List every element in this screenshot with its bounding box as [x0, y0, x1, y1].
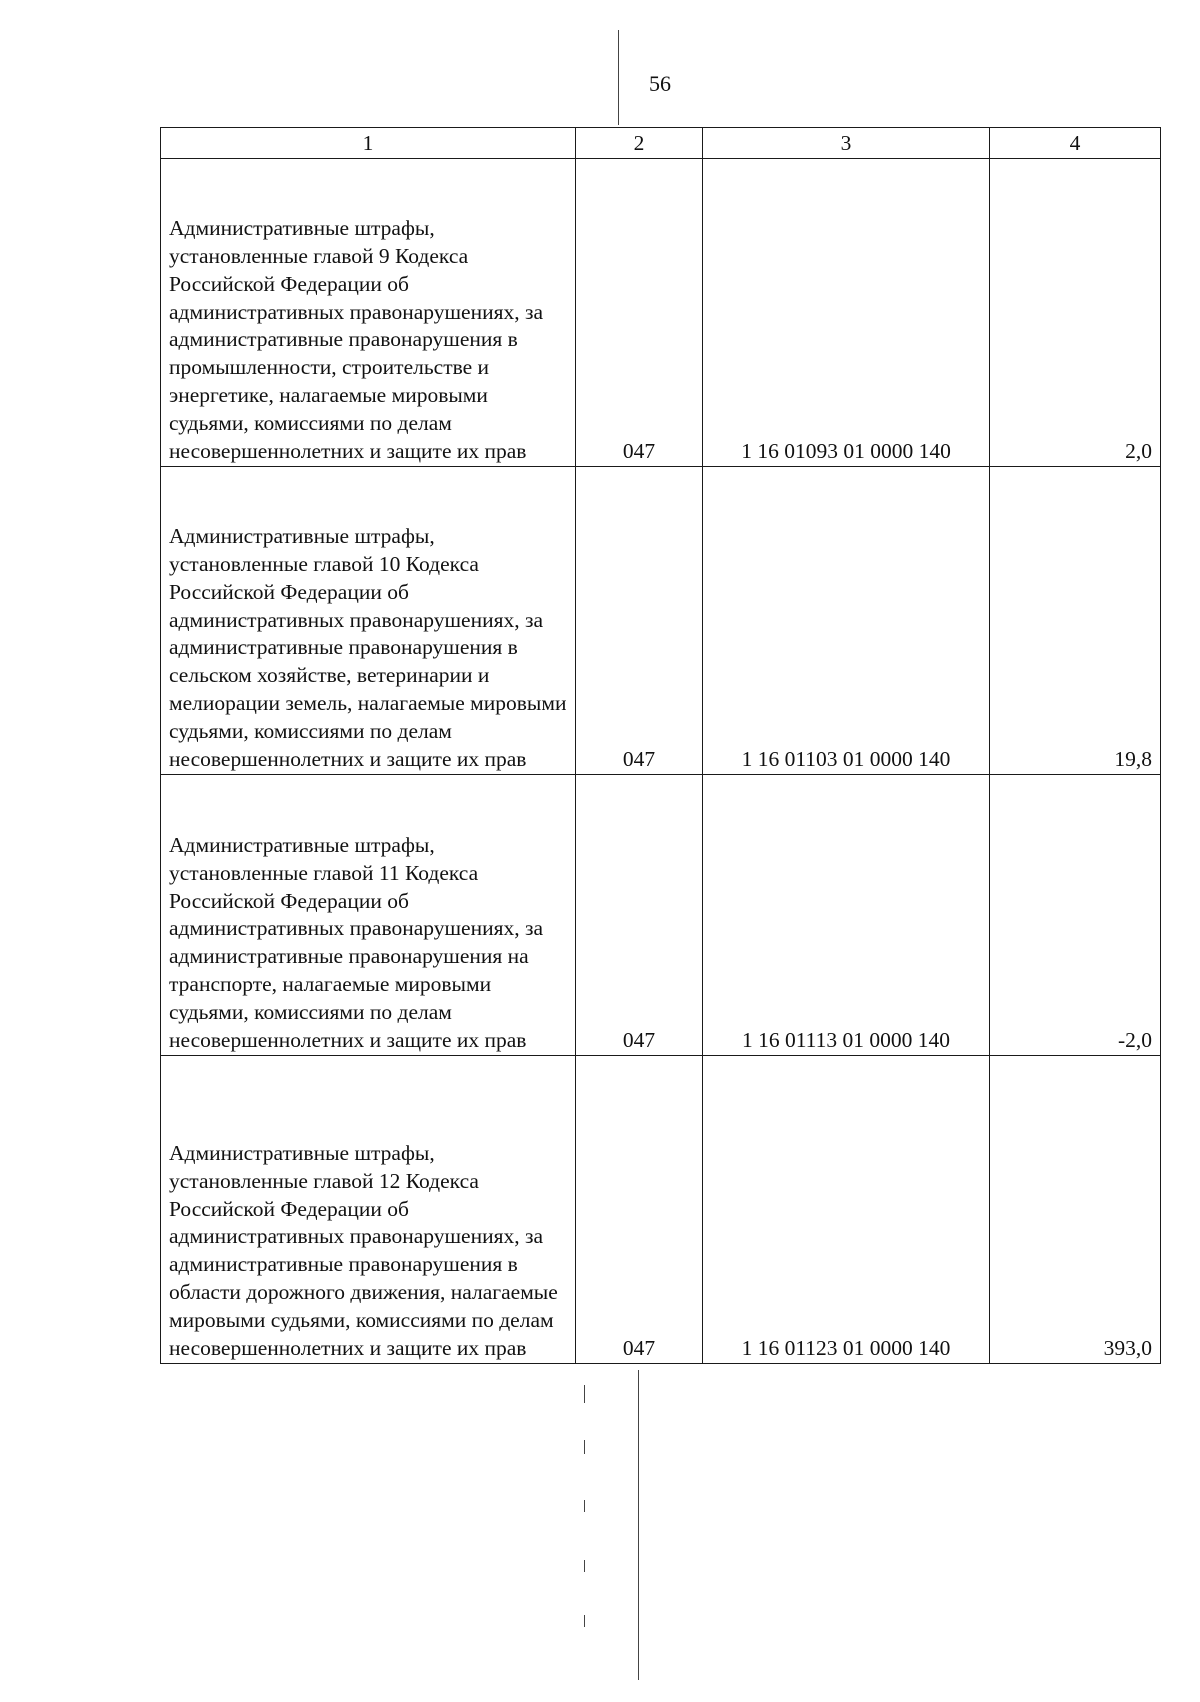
table-row — [161, 1056, 1161, 1364]
table-row — [161, 159, 1161, 467]
row-amount: -2,0 — [990, 775, 1161, 1056]
scan-artifact-line — [618, 30, 619, 125]
scan-artifact-line — [584, 1560, 585, 1572]
row-admin-code: 047 — [576, 1056, 703, 1364]
row-description: Административные штрафы, установленные главой 10 Кодекса Российской Федерации об административных правонарушениях, за административные правонарушения в сельском хозяйстве, ветеринарии и мелиорации земель, налагаемые мировыми судьями, комиссиями по делам несовершеннолетних и защите их прав — [161, 467, 576, 775]
scan-artifact-line — [584, 1500, 585, 1512]
scan-artifact-line — [584, 1385, 585, 1403]
row-description: Административные штрафы, установленные главой 9 Кодекса Российской Федерации об административных правонарушениях, за административные правонарушения в промышленности, строительстве и энергетике, налагаемые мировыми судьями, комиссиями по делам несовершеннолетних и защите их прав — [161, 159, 576, 467]
column-header-1: 1 — [161, 128, 576, 159]
row-admin-code: 047 — [576, 159, 703, 467]
revenue-table — [160, 127, 1161, 1364]
column-header-3: 3 — [703, 128, 990, 159]
row-description: Административные штрафы, установленные главой 11 Кодекса Российской Федерации об административных правонарушениях, за административные правонарушения на транспорте, налагаемые мировыми судьями, комиссиями по делам несовершеннолетних и защите их прав — [161, 775, 576, 1056]
row-amount: 2,0 — [990, 159, 1161, 467]
scan-artifact-line — [584, 1440, 585, 1454]
row-admin-code: 047 — [576, 775, 703, 1056]
row-budget-code: 1 16 01093 01 0000 140 — [703, 159, 990, 467]
column-header-4: 4 — [990, 128, 1161, 159]
row-budget-code: 1 16 01103 01 0000 140 — [703, 467, 990, 775]
table-header-row — [161, 128, 1161, 159]
row-budget-code: 1 16 01123 01 0000 140 — [703, 1056, 990, 1364]
row-amount: 393,0 — [990, 1056, 1161, 1364]
page-number: 56 — [649, 71, 671, 96]
table-row — [161, 775, 1161, 1056]
column-header-2: 2 — [576, 128, 703, 159]
row-budget-code: 1 16 01113 01 0000 140 — [703, 775, 990, 1056]
scan-artifact-line — [638, 1370, 639, 1680]
row-description: Административные штрафы, установленные главой 12 Кодекса Российской Федерации об административных правонарушениях, за административные правонарушения в области дорожного движения, налагаемые мировыми судьями, комиссиями по делам несовершеннолетних и защите их прав — [161, 1056, 576, 1364]
table-row — [161, 467, 1161, 775]
scan-artifact-line — [584, 1615, 585, 1627]
row-admin-code: 047 — [576, 467, 703, 775]
row-amount: 19,8 — [990, 467, 1161, 775]
